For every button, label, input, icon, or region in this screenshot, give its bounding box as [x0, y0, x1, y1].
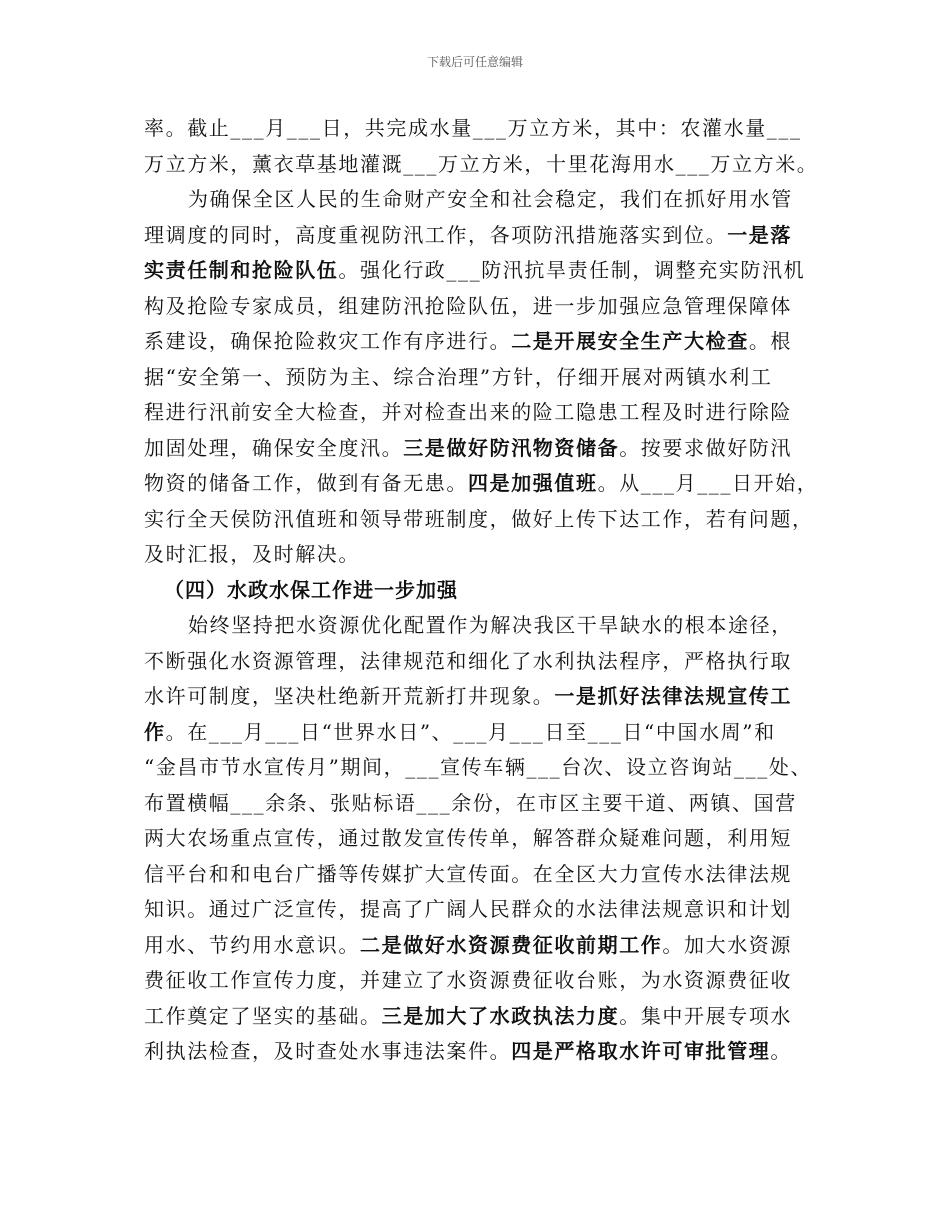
text-run: 布置横幅___余条、张贴标语___余份，在市区主要干道、两镇、国营: [144, 790, 797, 815]
text-run: 程进行汛前安全大检查，并对检查出来的险工隐患工程及时进行除险: [144, 400, 792, 424]
text-line: [144, 928, 816, 964]
text-line: [144, 999, 816, 1035]
text-run: 用水、节约用水意识。: [144, 932, 360, 957]
text-line: [144, 324, 816, 360]
text-run: 率。截止___月___日，共完成水量___万立方米，其中：农灌水量___: [144, 116, 802, 140]
text-run: 及时汇报，及时解决。: [144, 542, 360, 566]
text-line: [144, 857, 816, 893]
text-run: 。强化行政___防汛抗旱责任制，调整充实防汛机: [338, 258, 806, 282]
text-run: 。: [770, 1039, 793, 1063]
text-line: [144, 679, 816, 715]
text-line: [144, 537, 816, 573]
text-run: 系建设，确保抢险救灾工作有序进行。: [144, 329, 512, 353]
text-run: 构及抢险专家成员，组建防汛抢险队伍，进一步加强应急管理保障体: [144, 293, 792, 318]
section-heading: [144, 573, 816, 609]
bold-text: 一是落: [727, 222, 793, 247]
text-run: 知识。通过广泛宣传，提高了广阔人民群众的水法律法规意识和计划: [144, 897, 792, 921]
text-run: 。按要求做好防汛: [619, 435, 793, 460]
bold-text: 一是抓好法律法规宣传工: [554, 684, 793, 708]
bold-text: 三是加大了水政执法力度: [381, 1003, 620, 1028]
text-line: [144, 786, 816, 822]
text-line: [144, 466, 819, 502]
text-line: [144, 182, 816, 218]
bold-text: 实责任制和抢险队伍: [144, 258, 339, 282]
text-line: [144, 253, 816, 289]
text-run: 不断强化水资源管理，法律规范和细化了水利执法程序，严格执行取: [144, 648, 792, 673]
text-run: 信平台和和电台广播等传媒扩大宣传面。在全区大力宣传水法律法规: [144, 861, 792, 886]
text-line: [144, 644, 816, 680]
text-run: 费征收工作宣传力度，并建立了水资源费征收台账，为水资源费征收: [144, 968, 792, 992]
text-run: 两大农场重点宣传，通过散发宣传传单，解答群众疑难问题，利用短: [144, 826, 792, 850]
text-run: 万立方米，薰衣草基地灌溉___万立方米，十里花海用水___万立方米。: [144, 151, 819, 176]
text-line: [144, 218, 816, 254]
bold-text: 四是加强值班: [468, 471, 598, 495]
text-line: [144, 289, 816, 325]
text-line: [144, 395, 816, 431]
text-run: 。从___月___日开始，: [597, 471, 819, 495]
text-line: [144, 750, 816, 786]
text-run: 。加大水资源: [662, 932, 793, 957]
text-run: 实行全天侯防汛值班和领导带班制度，做好上传下达工作，若有问题，: [144, 506, 814, 531]
body-text: [144, 111, 819, 1070]
text-run: 理调度的同时，高度重视防汛工作，各项防汛措施落实到位。: [144, 222, 728, 247]
bold-text: （四）水政水保工作进一步加强: [164, 577, 458, 602]
bold-text: 二是开展安全生产大检查: [511, 329, 749, 353]
bold-text: 四是严格取水许可审批管理: [511, 1039, 771, 1063]
bold-text: 三是做好防汛物资储备: [403, 435, 620, 460]
text-line: [144, 360, 816, 396]
text-run: 水许可制度，坚决杜绝新开荒新打井现象。: [144, 684, 555, 708]
text-line: [144, 431, 816, 467]
text-run: “金昌市节水宣传月”期间，___宣传车辆___台次、设立咨询站___处、: [144, 755, 813, 779]
text-run: 为确保全区人民的生命财产安全和社会稳定，我们在抓好用水管: [188, 187, 793, 211]
text-line: [144, 892, 816, 928]
bold-text: 二是做好水资源费征收前期工作: [360, 932, 663, 957]
text-line: [144, 1034, 816, 1070]
text-run: 始终坚持把水资源优化配置作为解决我区干旱缺水的根本途径，: [188, 613, 793, 637]
text-run: 物资的储备工作，做到有备无患。: [144, 471, 468, 495]
text-line: [144, 608, 816, 644]
text-line: [144, 821, 816, 857]
text-run: 。集中开展专项水: [619, 1003, 793, 1028]
text-line: [144, 147, 819, 183]
text-run: 据“安全第一、预防为主、综合治理”方针，仔细开展对两镇水利工: [144, 364, 773, 389]
text-run: 。根: [748, 329, 793, 353]
bold-text: 作: [144, 719, 166, 744]
text-run: 工作奠定了坚实的基础。: [144, 1003, 382, 1028]
text-line: [144, 963, 816, 999]
text-run: 利执法检查，及时查处水事违法案件。: [144, 1039, 512, 1063]
text-line: [144, 715, 816, 751]
page-header: 下载后可任意编辑: [426, 55, 523, 69]
text-line: [144, 502, 816, 538]
text-run: 。在___月___日“世界水日”、___月___日至___日“中国水周”和: [165, 719, 776, 744]
text-line: [144, 111, 816, 147]
text-run: 加固处理，确保安全度汛。: [144, 435, 404, 460]
